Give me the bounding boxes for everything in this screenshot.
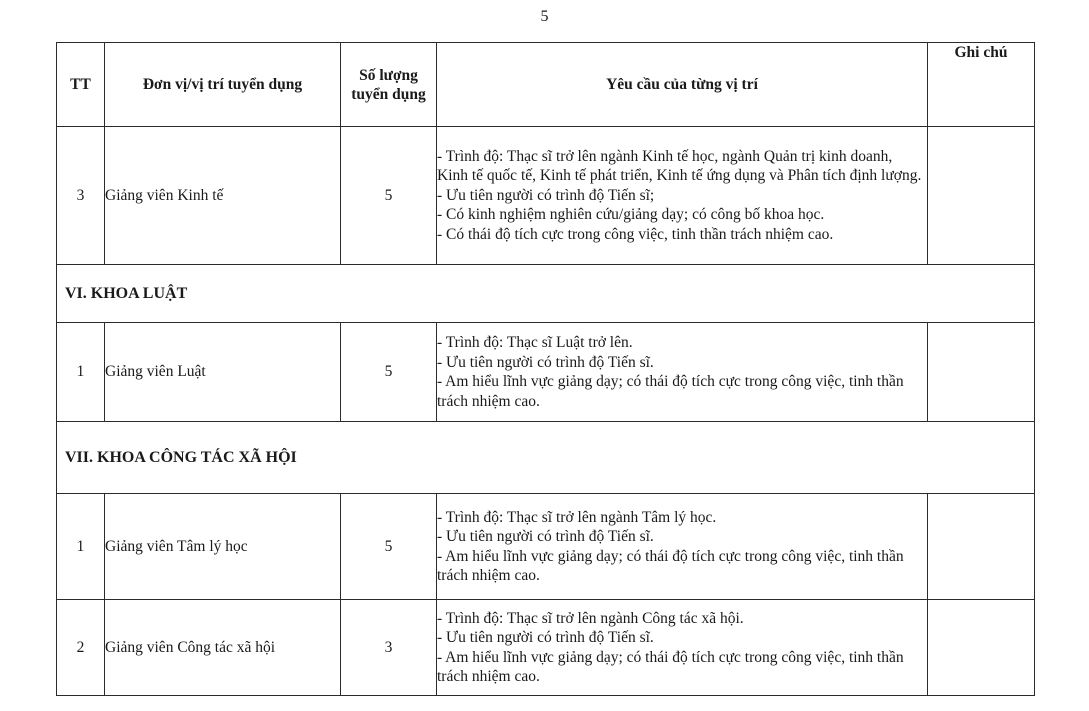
header-quantity: Số lượng tuyển dụng [341, 43, 437, 127]
section-row-social-work [57, 422, 1035, 494]
requirement-line: - Trình độ: Thạc sĩ trở lên ngành Tâm lý học. [437, 508, 717, 526]
section-title: VI. KHOA LUẬT [57, 265, 1035, 323]
page-number: 5 [540, 8, 549, 25]
row-requirements [437, 494, 928, 600]
requirement-line: - Am hiểu lĩnh vực giảng dạy; có thái độ tích cực trong công việc, tinh thần trách nhiệm cao. [437, 648, 904, 685]
row-quantity: 3 [341, 600, 437, 696]
requirement-line: - Trình độ: Thạc sĩ trở lên ngành Kinh tế học, ngành Quản trị kinh doanh, Kinh tế quốc tế, Kinh tế phát triển, Kinh tế ứng dụng và Phân tích định lượng. [437, 147, 922, 185]
table-row [57, 494, 1035, 600]
table-row [57, 600, 1035, 696]
row-tt: 2 [57, 600, 105, 696]
row-requirements [437, 127, 928, 265]
header-requirements: Yêu cầu của từng vị trí [437, 43, 928, 127]
requirement-line: - Am hiểu lĩnh vực giảng dạy; có thái độ tích cực trong công việc, tinh thần trách nhiệm cao. [437, 373, 904, 410]
row-position: Giảng viên Kinh tế [105, 127, 341, 265]
row-notes [928, 127, 1035, 265]
row-notes [928, 323, 1035, 422]
row-notes [928, 494, 1035, 600]
requirement-line: - Có thái độ tích cực trong công việc, tinh thần trách nhiệm cao. [437, 225, 834, 243]
requirement-line: - Ưu tiên người có trình độ Tiến sĩ; [437, 186, 655, 204]
table-row [57, 323, 1035, 422]
row-quantity: 5 [341, 323, 437, 422]
requirement-line: - Trình độ: Thạc sĩ trở lên ngành Công tác xã hội. [437, 609, 744, 627]
row-position: Giảng viên Luật [105, 323, 341, 422]
row-tt: 1 [57, 494, 105, 600]
header-unit: Đơn vị/vị trí tuyển dụng [105, 43, 341, 127]
row-position: Giảng viên Tâm lý học [105, 494, 341, 600]
row-requirements [437, 323, 928, 422]
requirement-line: - Trình độ: Thạc sĩ Luật trở lên. [437, 334, 633, 351]
row-tt: 1 [57, 323, 105, 422]
recruitment-table [56, 42, 1035, 696]
header-notes: Ghi chú [928, 43, 1035, 127]
row-tt: 3 [57, 127, 105, 265]
requirement-line: - Có kinh nghiệm nghiên cứu/giảng dạy; có công bố khoa học. [437, 206, 825, 224]
requirement-line: - Ưu tiên người có trình độ Tiến sĩ. [437, 353, 654, 371]
section-title: VII. KHOA CÔNG TÁC XÃ HỘI [57, 422, 1035, 494]
table-header-row [57, 43, 1035, 127]
requirement-line: - Am hiểu lĩnh vực giảng dạy; có thái độ tích cực trong công việc, tinh thần trách nhiệm cao. [437, 547, 904, 584]
requirement-line: - Ưu tiên người có trình độ Tiến sĩ. [437, 528, 654, 545]
row-quantity: 5 [341, 494, 437, 600]
requirement-line: - Ưu tiên người có trình độ Tiến sĩ. [437, 629, 654, 646]
row-quantity: 5 [341, 127, 437, 265]
header-tt: TT [57, 43, 105, 127]
table-row [57, 127, 1035, 265]
row-notes [928, 600, 1035, 696]
row-requirements [437, 600, 928, 696]
section-row-law [57, 265, 1035, 323]
row-position: Giảng viên Công tác xã hội [105, 600, 341, 696]
